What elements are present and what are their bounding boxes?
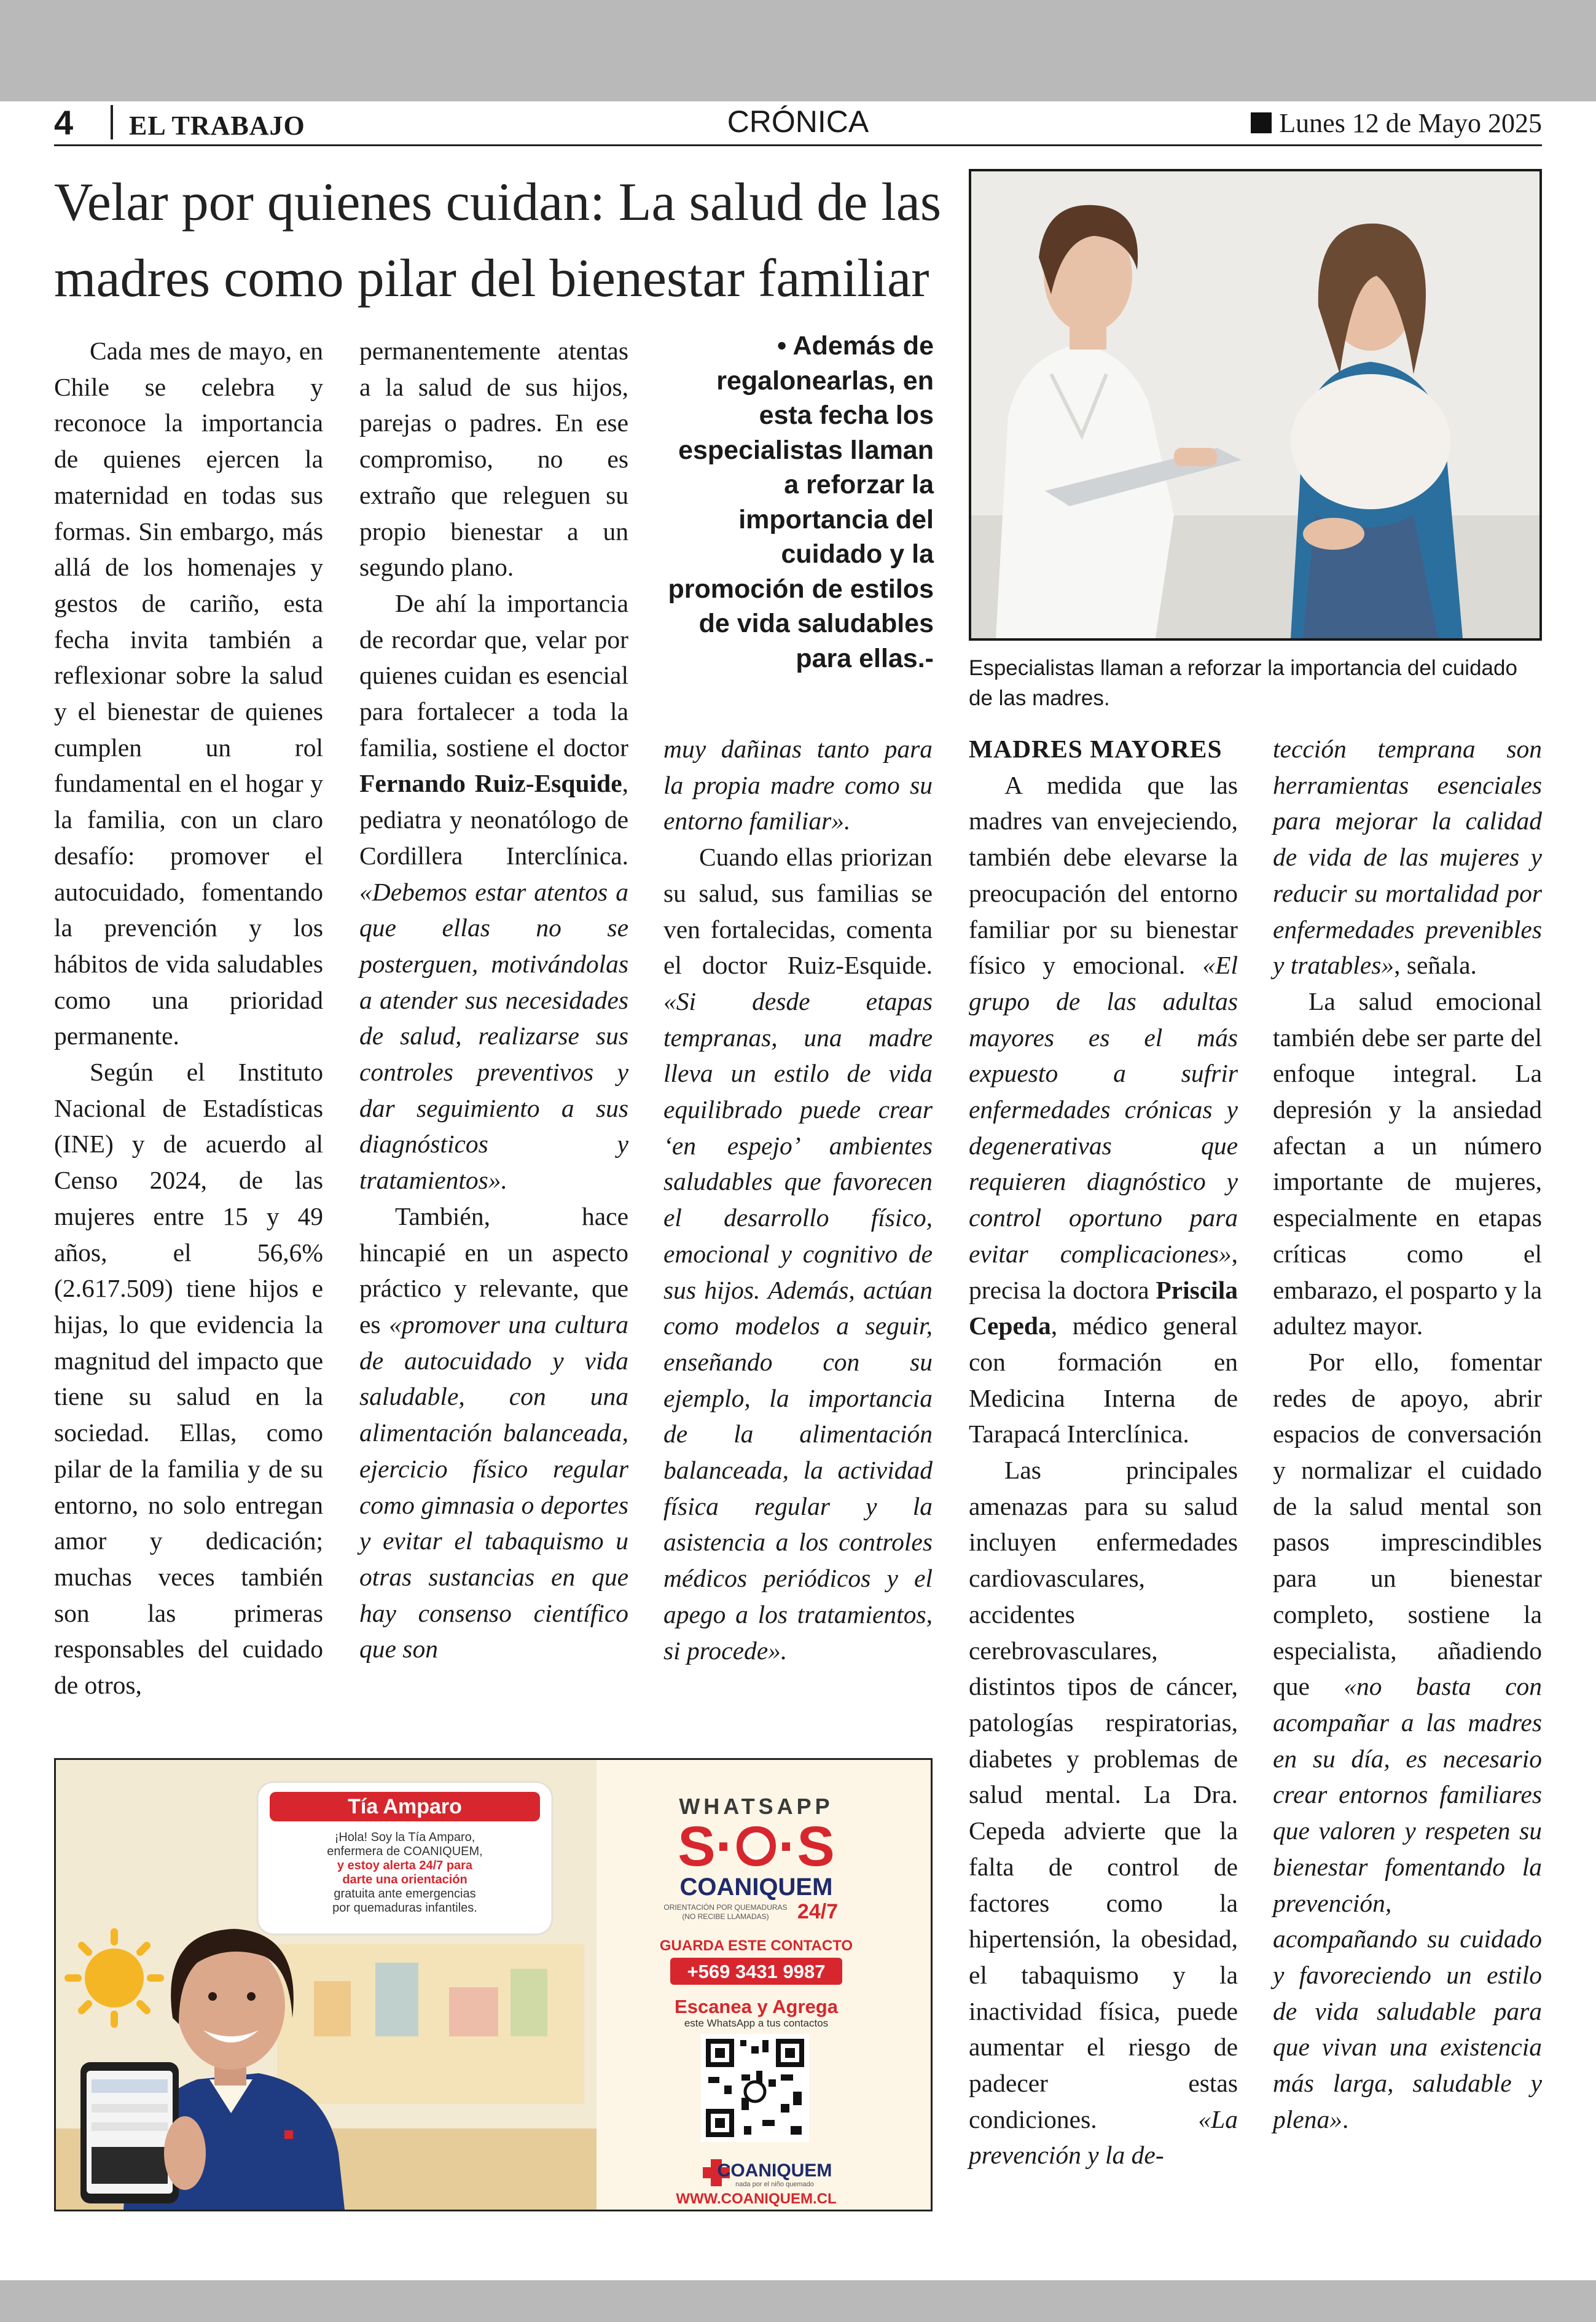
col4-paragraph-2	[969, 1452, 1238, 2173]
col5-text: Por ello, fomentar redes de apoyo, abrir espacios de conversación y normalizar el cuidado de la salud mental son pasos imprescindibles para un bienestar completo, sostiene la especialista, añadiendo que	[1273, 1347, 1542, 1701]
bubble-line-6: por quemaduras infantiles.	[332, 1901, 477, 1915]
article-column-4	[969, 731, 1238, 2173]
col4-quote: «El grupo de las adultas mayores es el más expuesto a sufrir enfermedades crónicas y degenerativas que requieren diagnóstico y control oportuno para evitar complicaciones»	[969, 951, 1238, 1268]
col1-paragraph-2: Según el Instituto Nacional de Estadísticas (INE) y de acuerdo al Censo 2024, de las mujeres entre 15 y 49 años, el 56,6% (2.617.509) tiene hijos e hijas, lo que evidencia la magnitud del impacto que tiene su salud en la sociedad. Ellas, como pilar de la familia y de su entorno, no solo entregan amor y dedicación; muchas veces también son las primeras responsables del cuidado de otros,	[54, 1058, 323, 1700]
col5-text: , señala.	[1394, 951, 1477, 980]
col2-text: También, hace hincapié en un aspecto práctico y relevante, que es	[359, 1202, 628, 1339]
top-margin-band	[0, 0, 1596, 101]
scan-label: Escanea y Agrega	[675, 1996, 838, 2017]
col4-quote: «La prevención y la de-	[969, 2105, 1238, 2170]
col4-paragraph-1	[969, 767, 1238, 1452]
col5-quote: «no basta con acompañar a las madres en su día, es necesario crear entornos familiares que valoren y respeten su bienestar fomentando la prevención, acompañando su cuidado y favoreciendo un estilo de vida saludable para que vivan una existencia más larga, saludable y plena»	[1273, 1672, 1542, 2133]
orientation-line-1: ORIENTACIÓN POR QUEMADURAS	[663, 1903, 788, 1912]
col1-paragraph-1: Cada mes de mayo, en Chile se celebra y reconoce la importancia de quienes ejercen la maternidad en todas sus formas. Sin embargo, más allá de los homenajes y gestos de cariño, esta fecha invita también a reflexionar sobre la salud y el bienestar de quienes cumplen un rol fundamental en el hogar y la familia, con un claro desafío: promover el autocuidado, fomentando la prevención y los hábitos de vida saludables como una prioridad permanente.	[54, 337, 323, 1050]
headline: Velar por quienes cuidan: La salud de las madres como pilar del bienestar familiar	[54, 173, 942, 308]
speech-bubble	[257, 1782, 552, 1934]
section-name: CRÓNICA	[727, 104, 869, 139]
whatsapp-phone: +569 3431 9987	[687, 1961, 826, 1982]
sos-text: S·O·S	[678, 1815, 835, 1878]
col4-text: , médico general con formación en Medicina Interna de Tarapacá Interclínica.	[969, 1312, 1238, 1448]
bubble-line-2: enfermera de COANIQUEM,	[327, 1845, 483, 1858]
bubble-line-1: ¡Hola! Soy la Tía Amparo,	[334, 1831, 475, 1844]
page-header	[54, 101, 1542, 146]
publication-name: EL TRABAJO	[129, 111, 305, 141]
article-column-2	[359, 333, 628, 1667]
photo-caption: Especialistas llaman a reforzar la importancia del cuidado de las madres.	[969, 656, 1517, 710]
col2-paragraph-1: permanentemente atentas a la salud de sus hijos, parejas o padres. En ese compromiso, no es extraño que releguen su propio bienestar a un segundo plano.	[359, 337, 628, 582]
doctor-name-ruiz-esquide: Fernando Ruiz-Esquide	[359, 769, 622, 798]
page-number: 4	[54, 103, 74, 142]
doctor-patient-photo	[971, 171, 1539, 638]
col4-text: , precisa la doctora	[969, 1239, 1238, 1304]
subhead-madres-mayores: MADRES MAYORES	[969, 735, 1222, 763]
col2-text: De ahí la importancia de recordar que, velar por quienes cuidan es esencial para fortalecer a toda la familia, sostiene el doctor	[359, 588, 628, 762]
col3-quote: muy dañinas tanto para la propia madre como su entorno familiar».	[663, 735, 933, 835]
doctor-name-cepeda: Priscila Cepeda	[969, 1275, 1238, 1340]
whatsapp-label: WHATSAPP	[679, 1794, 834, 1819]
bubble-line-3: y estoy alerta 24/7 para	[337, 1859, 473, 1872]
black-square-icon	[1251, 112, 1272, 133]
article-column-5	[1273, 731, 1542, 2137]
col2-text: , pediatra y neonatólogo de Cordillera Interclínica.	[359, 769, 628, 870]
logo-tagline: nada por el niño quemado	[735, 2181, 814, 2188]
col4-text: Las principales amenazas para su salud incluyen enfermedades cardiovasculares, accidentes cerebrovasculares, distintos tipos de cáncer, patologías respiratorias, diabetes y problemas de salud mental. La Dra. Cepeda advierte que la falta de control de factores como la hipertensión, la obesidad, el tabaquismo y la inactividad física, puede aumentar el riesgo de padecer estas condiciones.	[969, 1456, 1238, 2133]
bubble-line-5: gratuita ante emergencias	[334, 1887, 476, 1901]
col3-paragraph-1	[663, 731, 933, 839]
bottom-margin-band	[0, 2280, 1596, 2322]
logo-name: COANIQUEM	[717, 2160, 832, 2181]
col5-paragraph-3	[1273, 1344, 1542, 2137]
issue-date-wrap	[1251, 108, 1542, 139]
ad-artwork	[56, 1760, 931, 2210]
sos-coaniquem: COANIQUEM	[679, 1874, 833, 1901]
bubble-line-4: darte una orientación	[342, 1873, 467, 1886]
website-url: WWW.COANIQUEM.CL	[676, 2191, 837, 2207]
col3-text: Cuando ellas priorizan su salud, sus familias se ven fortalecidas, comenta el doctor Ruiz-Esquide.	[663, 843, 933, 980]
col5-paragraph-1	[1273, 731, 1542, 983]
article-photo	[969, 169, 1542, 641]
pull-quote: • Además de regalonearlas, en esta fecha los especialistas llaman a reforzar la importancia del cuidado y la promoción de estilos de vida saludables para ellas.-	[668, 331, 934, 673]
scan-sublabel: este WhatsApp a tus contactos	[684, 2017, 829, 2029]
col2-paragraph-3	[359, 1198, 628, 1667]
issue-date: Lunes 12 de Mayo 2025	[1279, 108, 1542, 138]
col2-quote: «promover una cultura de autocuidado y vida saludable, con una alimentación balanceada, ejercicio físico regular como gimnasia o deportes y evitar el tabaquismo u otras sustancias en que hay consenso científico que son	[359, 1310, 629, 1663]
col3-paragraph-2	[663, 839, 933, 1668]
coaniquem-advertisement	[54, 1758, 933, 2211]
orientation-line-2: (NO RECIBE LLAMADAS)	[682, 1912, 769, 1921]
save-contact-label: GUARDA ESTE CONTACTO	[659, 1937, 853, 1954]
col5-paragraph-2: La salud emocional también debe ser parte del enfoque integral. La depresión y la ansiedad afectan a un número importante de mujeres, especialmente en etapas críticas como el embarazo, el posparto y la adultez mayor.	[1273, 987, 1542, 1340]
col2-quote: «Debemos estar atentos a que ellas no se posterguen, motivándolas a atender sus necesidades de salud, realizarse sus controles preventivos y dar seguimiento a sus diagnósticos y tratamientos».	[359, 877, 628, 1195]
qr-code-icon	[701, 2034, 809, 2142]
col5-text: .	[1342, 2105, 1349, 2133]
hours-label: 24/7	[797, 1900, 839, 1923]
ad-banner-title: Tía Amparo	[348, 1795, 462, 1818]
article-column-1	[54, 333, 323, 1703]
article-column-3	[663, 731, 933, 1668]
col5-quote: tección temprana son herramientas esenciales para mejorar la calidad de vida de las mujeres y reducir su mortalidad por enfermedades prevenibles y tratables»	[1273, 735, 1542, 980]
col3-quote: «Si desde etapas tempranas, una madre lleva un estilo de vida equilibrado puede crear ‘en espejo’ ambientes saludables que favorecen el desarrollo físico, emocional y cognitivo de sus hijos. Además, actúan como modelos a seguir, enseñando con su ejemplo, la importancia de la alimentación balanceada, la actividad física regular y la asistencia a los controles médicos periódicos y el apego a los tratamientos, si procede».	[663, 987, 933, 1665]
col2-paragraph-2	[359, 585, 628, 1198]
col4-text: A medida que las madres van envejeciendo, también debe elevarse la preocupación del entorno familiar por su bienestar físico y emocional.	[969, 770, 1238, 980]
